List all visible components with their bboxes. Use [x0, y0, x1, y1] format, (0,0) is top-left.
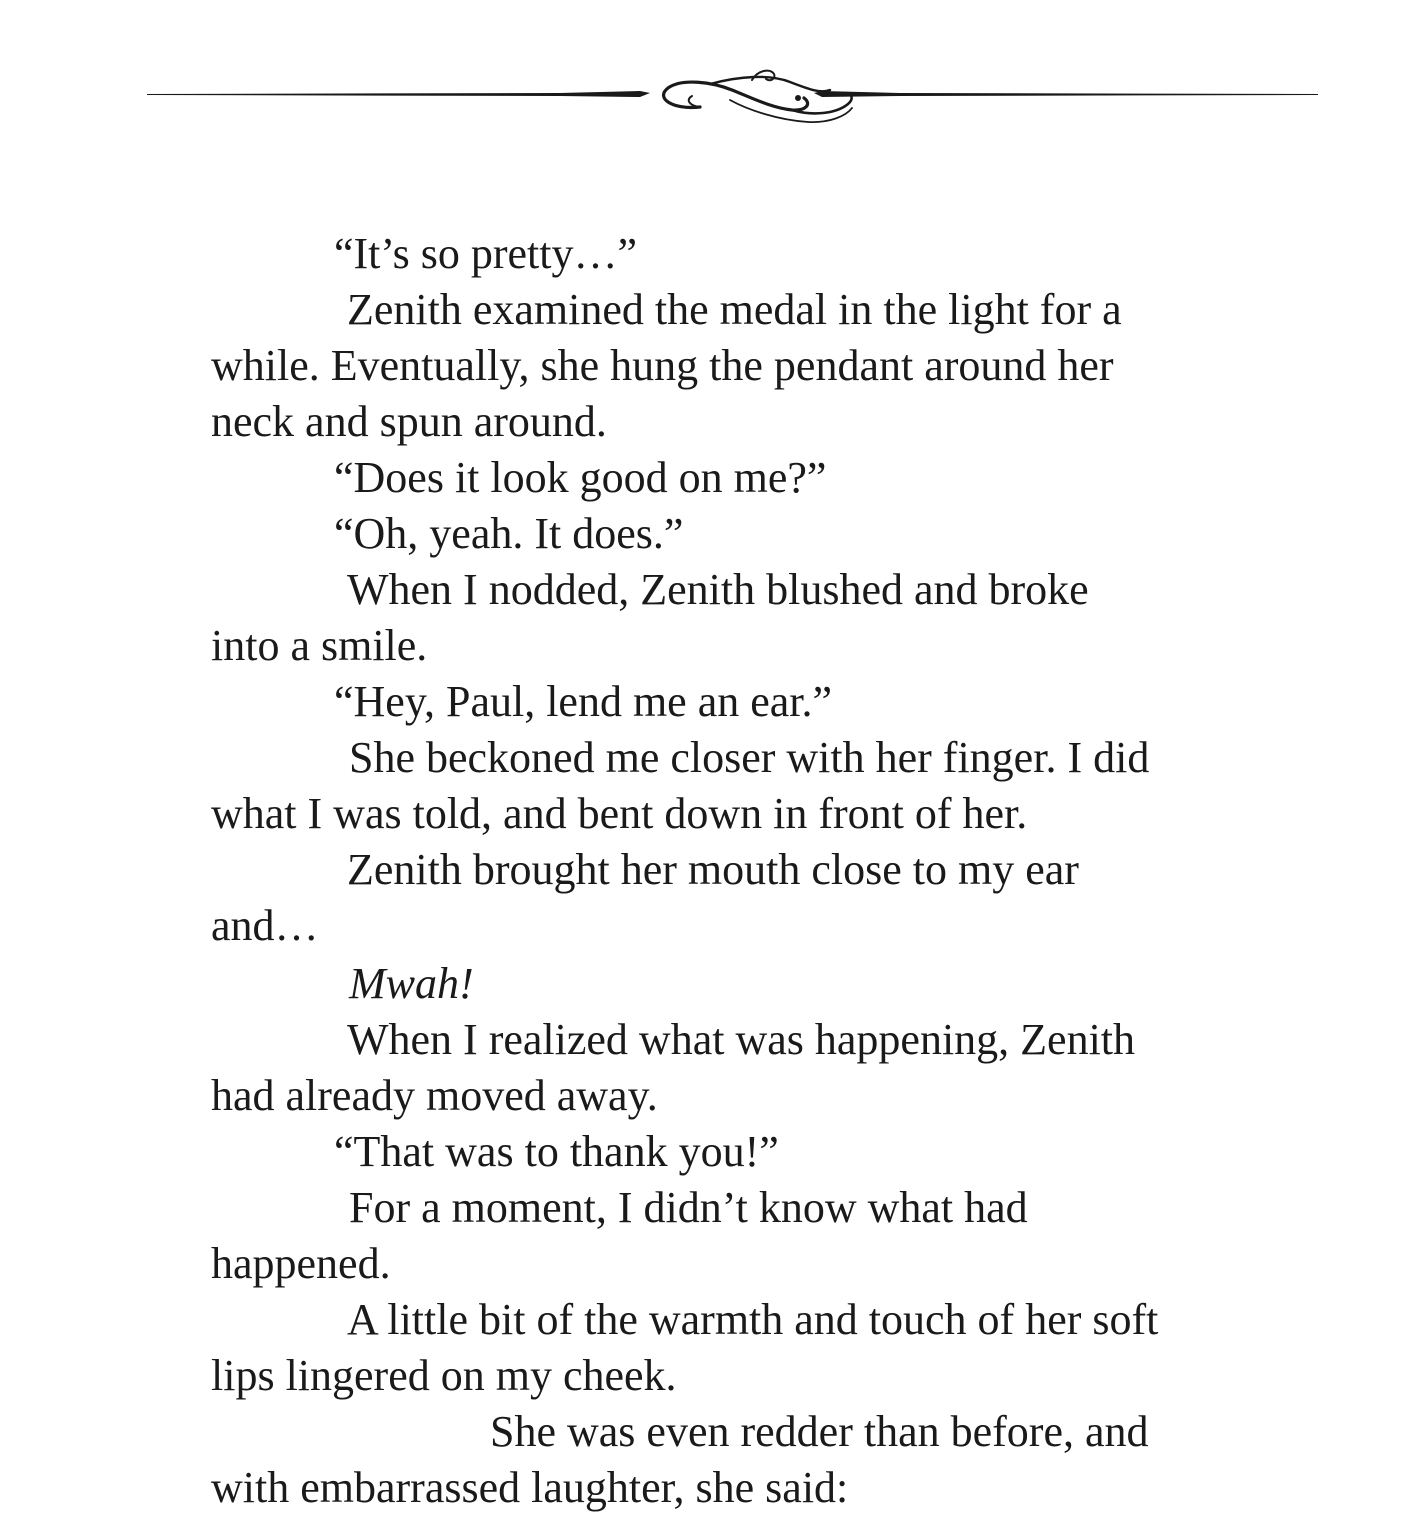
text-line: “That was to thank you!”: [334, 1127, 779, 1176]
flourish-divider-icon: [0, 60, 1404, 140]
text-line: into a smile.: [211, 621, 428, 670]
text-line: happened.: [211, 1239, 391, 1288]
text-line: For a moment, I didn’t know what had: [349, 1183, 1028, 1232]
text-line: She beckoned me closer with her finger. I did: [349, 733, 1150, 782]
text-line: while. Eventually, she hung the pendant around her: [211, 341, 1114, 390]
text-line: A little bit of the warmth and touch of her soft: [347, 1295, 1159, 1344]
text-line: “Oh, yeah. It does.”: [334, 509, 684, 558]
text-line: “Does it look good on me?”: [334, 453, 827, 502]
text-line: Zenith examined the medal in the light for a: [347, 285, 1122, 334]
text-line: had already moved away.: [211, 1071, 658, 1120]
text-line: She was even redder than before, and: [490, 1407, 1149, 1456]
text-line: neck and spun around.: [211, 397, 607, 446]
text-line: When I realized what was happening, Zenith: [347, 1015, 1136, 1064]
text-line: “Hey, Paul, lend me an ear.”: [334, 677, 833, 726]
text-line: with embarrassed laughter, she said:: [211, 1463, 849, 1512]
text-line-italic: Mwah!: [349, 959, 474, 1008]
text-line: and…: [211, 901, 319, 950]
text-line: “It’s so pretty…”: [334, 229, 638, 278]
text-line: lips lingered on my cheek.: [211, 1351, 677, 1400]
text-line: Zenith brought her mouth close to my ear: [347, 845, 1079, 894]
text-line: When I nodded, Zenith blushed and broke: [347, 565, 1089, 614]
text-line: what I was told, and bent down in front of her.: [211, 789, 1028, 838]
